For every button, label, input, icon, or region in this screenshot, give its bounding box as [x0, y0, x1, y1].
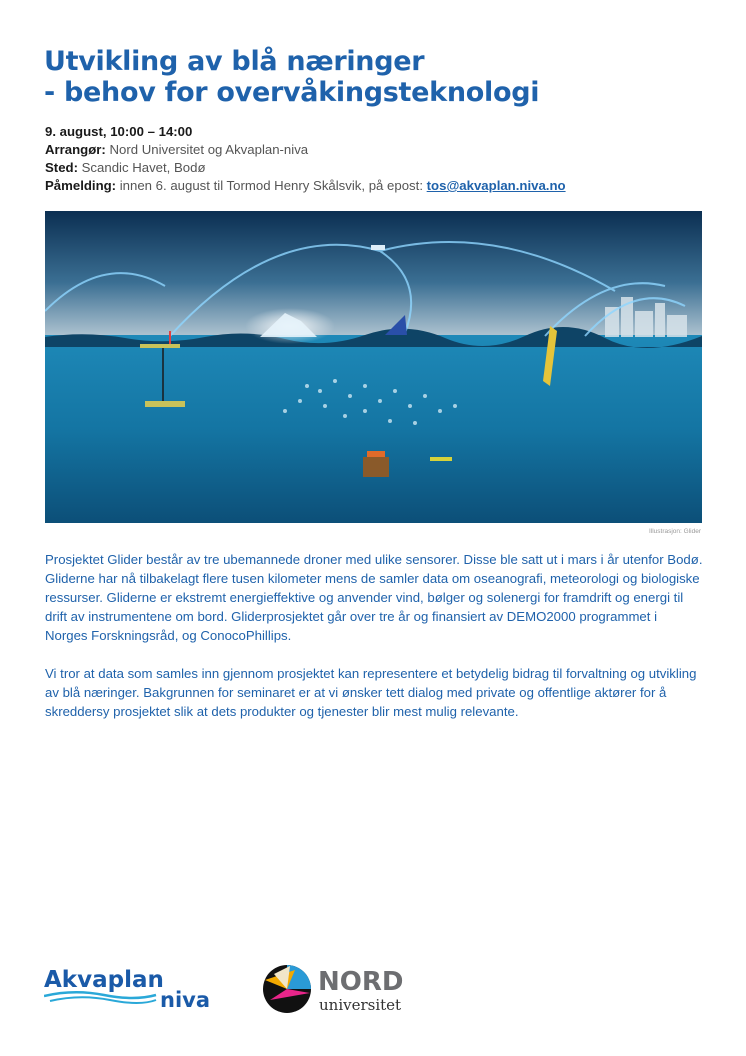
- title-line-2: - behov for overvåkingsteknologi: [44, 77, 540, 108]
- niva-logo-text: niva: [160, 988, 211, 1012]
- place-value: Scandic Havet, Bodø: [81, 160, 206, 175]
- organizer-label: Arrangør:: [45, 142, 106, 157]
- nord-universitet-logo: [260, 960, 420, 1018]
- akvaplan-logo-text: Akvaplan: [44, 967, 164, 993]
- page-title: [44, 46, 704, 108]
- universitet-logo-text: universitet: [319, 996, 402, 1014]
- image-credit: Illustrasjon: Glider: [648, 528, 701, 535]
- event-details: [45, 123, 705, 195]
- article-body: [45, 550, 703, 740]
- body-paragraph-2: Vi tror at data som samles inn gjennom prosjektet kan representere et betydelig bidrag til forvaltning og utvikling av blå næringer. Bakgrunnen for seminaret er at vi ønsker tett dialog med private og offentlige aktører for å skreddersy prosjektet slik at dets produkter og tjenester blir mest mulig relevante.: [45, 666, 697, 719]
- organizer-value: Nord Universitet og Akvaplan-niva: [109, 142, 309, 157]
- event-date: 9. august, 10:00 – 14:00: [45, 124, 193, 139]
- event-date-row: [45, 123, 705, 141]
- nord-logo-text: NORD: [318, 967, 404, 997]
- ocean-scene-image: [45, 211, 702, 523]
- nord-emblem-icon: [263, 965, 311, 1013]
- signup-email-link[interactable]: tos@akvaplan.niva.no: [426, 178, 566, 193]
- glider-illustration: [45, 211, 702, 523]
- organizer-row: [45, 141, 705, 159]
- signup-label: Påmelding:: [45, 178, 117, 193]
- signup-value: innen 6. august til Tormod Henry Skålsvik, på epost:: [119, 178, 423, 193]
- body-paragraph-1: Prosjektet Glider består av tre ubemannede droner med ulike sensorer. Disse ble satt ut i mars i år utenfor Bodø. Gliderne har nå tilbakelagt flere tusen kilometer mens de samler data om oseanografi, meteorologi og biologiske ressurser. Gliderne er ekstremt energieffektive og anvender vind, bølger og solenergi for framdrift og energi til drift av instrumentene om bord. Gliderprosjektet går over tre år og finansiert av DEMO2000 programmet i Norges Forskningsråd, og ConocoPhillips.: [45, 552, 703, 643]
- title-line-1: Utvikling av blå næringer: [44, 46, 425, 77]
- signup-row: [45, 177, 705, 195]
- akvaplan-niva-logo: [44, 962, 224, 1014]
- place-label: Sted:: [45, 160, 78, 175]
- place-row: [45, 159, 705, 177]
